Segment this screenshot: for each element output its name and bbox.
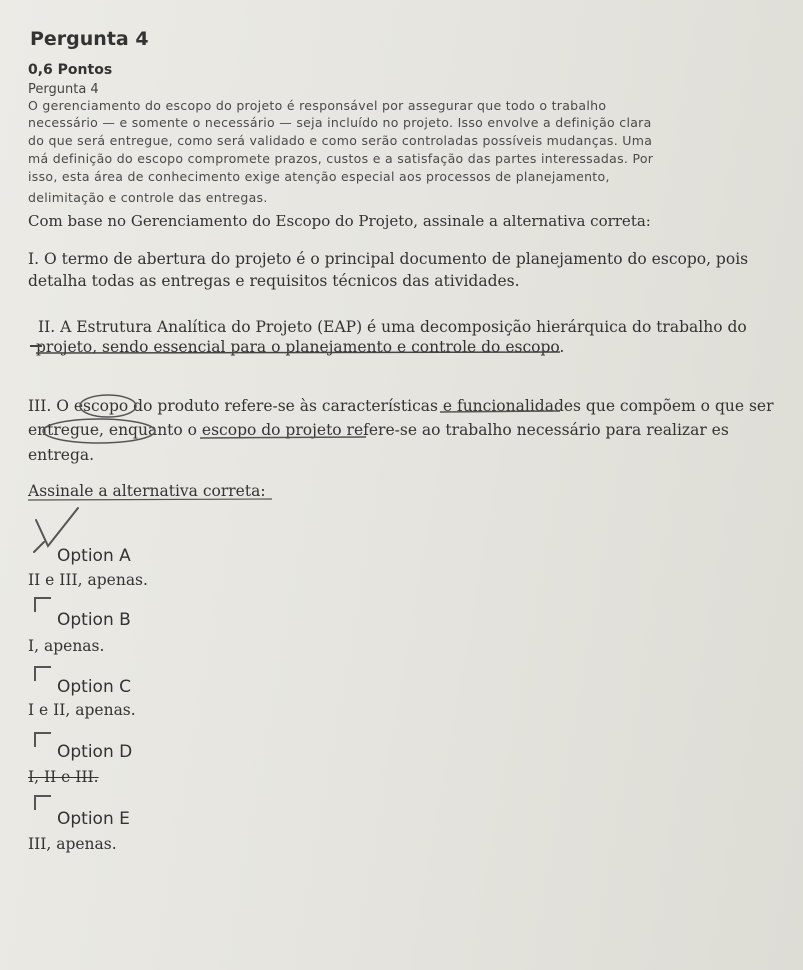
statement-2-line-1: II. A Estrutura Analítica do Projeto (EAP) é uma decomposição hierárquica do trabalho do	[38, 318, 747, 336]
option-e-answer: III, apenas.	[28, 835, 117, 853]
intro-line: necessário — e somente o necessário — seja incluído no projeto. Isso envolve a definição clara	[28, 115, 652, 130]
statement-3-line-3: entrega.	[28, 446, 95, 464]
underline-mark	[28, 499, 272, 500]
answer-instruction: Assinale a alternativa correta:	[28, 482, 266, 500]
intro-line: isso, esta área de conhecimento exige atenção especial aos processos de planejamento,	[28, 169, 610, 184]
option-b-label[interactable]: Option B	[57, 610, 131, 630]
option-a-answer: II e III, apenas.	[28, 571, 148, 589]
underline-mark	[440, 411, 560, 412]
intro-line: do que será entregue, como será validado e como serão controladas possíveis mudanças. Uma	[28, 133, 653, 148]
option-d-label[interactable]: Option D	[57, 742, 133, 762]
intro-line: O gerenciamento do escopo do projeto é responsável por assegurar que todo o trabalho	[28, 98, 607, 113]
option-c-answer: I e II, apenas.	[28, 701, 136, 719]
statement-1-line-2: detalha todas as entregas e requisitos técnicos das atividades.	[28, 272, 520, 290]
question-label: Pergunta 4	[28, 82, 99, 97]
statement-3-line-1: III. O escopo do produto refere-se às características e funcionalidades que compõem o que ser	[28, 397, 774, 415]
option-b-answer: I, apenas.	[28, 637, 105, 655]
option-d-answer: I, II e III.	[28, 768, 99, 786]
question-title: Pergunta 4	[30, 28, 149, 50]
circle-mark	[80, 395, 136, 417]
intro-line: delimitação e controle das entregas.	[28, 190, 268, 205]
intro-line: má definição do escopo compromete prazos, custos e a satisfação das partes interessadas. Por	[28, 151, 654, 166]
option-e-label[interactable]: Option E	[57, 809, 130, 829]
check-mark-icon	[34, 508, 78, 552]
option-a-label[interactable]: Option A	[57, 546, 131, 566]
question-points: 0,6 Pontos	[28, 62, 113, 78]
question-stem: Com base no Gerenciamento do Escopo do Projeto, assinale a alternativa correta:	[28, 212, 651, 230]
underline-mark	[200, 437, 366, 438]
statement-1-line-1: I. O termo de abertura do projeto é o principal documento de planejamento do escopo, pois	[28, 250, 749, 268]
circle-mark	[43, 419, 155, 443]
statement-2-line-2: projeto, sendo essencial para o planejamento e controle do escopo.	[36, 338, 565, 356]
underline-mark	[36, 352, 560, 353]
option-c-label[interactable]: Option C	[57, 677, 132, 697]
statement-3-line-2: entregue, enquanto o escopo do projeto refere-se ao trabalho necessário para realizar es	[28, 421, 729, 439]
